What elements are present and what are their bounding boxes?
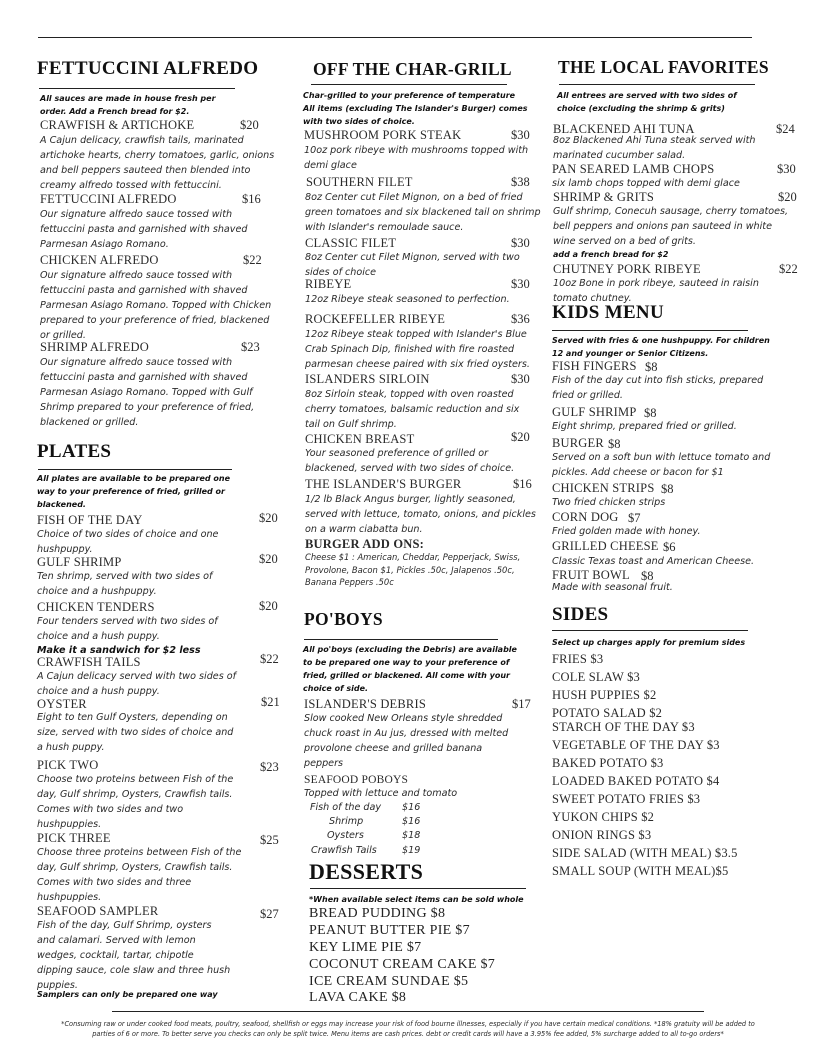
kids-item-desc: Two fried chicken strips	[552, 497, 666, 508]
menu-item-desc: Four tenders served with two sides of choice and a hush puppy.	[37, 616, 218, 642]
menu-item-desc: Fish of the day, Gulf Shrimp, oysters and calamari. Served with lemon wedges, cocktail, tartar, chipotle dipping sauce, cole slaw and three hush puppies.	[37, 920, 231, 991]
menu-item-price: $16	[513, 477, 532, 491]
menu-item-price: $30	[511, 128, 530, 142]
bottom-divider	[112, 1011, 704, 1012]
dessert-item: ICE CREAM SUNDAE $5	[309, 974, 469, 989]
menu-item-desc: Choose three proteins between Fish of the day, Gulf shrimp, Oysters, Crawfish tails. Comes with two sides and three hushpuppies.	[37, 847, 242, 903]
menu-item-desc: Choice of two sides of choice and one hushpuppy.	[37, 529, 219, 555]
menu-item-name: CRAWFISH & ARTICHOKE	[40, 118, 195, 132]
bread-note: add a french bread for $2	[553, 250, 669, 259]
poboy-option-name: Crawfish Tails	[311, 845, 377, 856]
kids-item-price: $8	[661, 482, 674, 496]
kids-item-name: CORN DOG	[552, 510, 619, 524]
menu-item-desc: Ten shrimp, served with two sides of choice and a hushpuppy.	[37, 571, 213, 597]
menu-item-price: $30	[777, 162, 796, 176]
menu-item-name: BLACKENED AHI TUNA	[553, 122, 695, 136]
menu-item-desc: 10oz pork ribeye with mushrooms topped with demi glace	[304, 145, 529, 171]
menu-item-name: SHRIMP & GRITS	[553, 190, 654, 204]
section-note: Char-grilled to your preference of temperature All items (excluding The Islander's Burger) comes with two sides of choice.	[303, 91, 528, 126]
menu-item-price: $20	[259, 552, 278, 566]
menu-item-name: CHICKEN BREAST	[305, 432, 415, 446]
section-divider	[304, 639, 498, 640]
section-divider	[559, 84, 755, 85]
menu-item-desc: A Cajun delicacy served with two sides of choice and a hush puppy.	[37, 671, 236, 697]
kids-item-name: CHICKEN STRIPS	[552, 481, 655, 495]
kids-item-desc: Served on a soft bun with lettuce tomato and pickles. Add cheese or bacon for $1	[552, 452, 771, 478]
menu-item-price: $30	[511, 372, 530, 386]
section-title: KIDS MENU	[552, 302, 664, 323]
menu-item-name: GULF SHRIMP	[37, 555, 122, 569]
menu-item-price: $21	[261, 695, 280, 709]
menu-item-desc: Our signature alfredo sauce tossed with fettuccini pasta and garnished with shaved Parmesan Asiago Romano. Topped with Gulf Shrimp prepared to your preference of fried, blackened or grilled.	[40, 357, 255, 428]
menu-item-name: PAN SEARED LAMB CHOPS	[552, 162, 715, 176]
menu-item-price: $22	[260, 652, 279, 666]
section-note: All sauces are made in house fresh per order. Add a French bread for $2.	[40, 94, 216, 116]
section-title: SIDES	[552, 604, 609, 625]
menu-item-desc: Choose two proteins between Fish of the day, Gulf shrimp, Oysters, Crawfish tails. Comes with two sides and two hushpuppies.	[37, 774, 234, 830]
sampler-note: Samplers can only be prepared one way	[37, 990, 218, 999]
top-divider	[38, 37, 752, 38]
addons-title: BURGER ADD ONS:	[305, 537, 424, 551]
menu-item-name: CHICKEN TENDERS	[37, 600, 155, 614]
menu-item-price: $30	[511, 277, 530, 291]
kids-item-price: $6	[663, 540, 676, 554]
kids-item-desc: Fish of the day cut into fish sticks, prepared fried or grilled.	[552, 375, 764, 401]
menu-item-price: $17	[512, 697, 531, 711]
poboy-option-name: Oysters	[327, 830, 364, 841]
kids-item-price: $8	[608, 437, 621, 451]
side-item: LOADED BAKED POTATO $4	[552, 774, 720, 788]
menu-item-price: $20	[511, 430, 530, 444]
menu-item-name: SEAFOOD SAMPLER	[37, 904, 159, 918]
section-note: Served with fries & one hushpuppy. For children 12 and younger or Senior Citizens.	[552, 336, 770, 358]
poboy-option-price: $16	[402, 802, 421, 813]
menu-item-name: CHICKEN ALFREDO	[40, 253, 159, 267]
menu-item-price: $20	[259, 511, 278, 525]
menu-item-name: OYSTER	[37, 697, 87, 711]
menu-item-price: $22	[779, 262, 798, 276]
seafood-poboys-title: SEAFOOD POBOYS	[304, 774, 409, 786]
menu-item-name: CHUTNEY PORK RIBEYE	[553, 262, 701, 276]
menu-item-desc: A Cajun delicacy, crawfish tails, marinated artichoke hearts, cherry tomatoes, garlic, onions and bell peppers sauteed then blended into creamy alfredo tossed with fettuccini.	[40, 135, 275, 191]
menu-item-price: $20	[259, 599, 278, 613]
section-divider	[552, 330, 748, 331]
kids-item-price: $8	[645, 360, 658, 374]
menu-item-desc: 12oz Ribeye steak seasoned to perfection.	[305, 294, 510, 305]
menu-item-desc: Eight to ten Gulf Oysters, depending on size, served with two sides of choice and a hush puppy.	[37, 712, 234, 753]
section-note: All po'boys (excluding the Debris) are available to be prepared one way to your preference of fried, grilled or blackened. All come with your choice of side.	[303, 645, 517, 693]
section-title: PLATES	[37, 441, 112, 462]
section-divider	[38, 469, 232, 470]
poboy-option-price: $16	[402, 816, 421, 827]
section-note: All entrees are served with two sides of choice (excluding the shrimp & grits)	[557, 91, 737, 113]
seafood-poboys-subtitle: Topped with lettuce and tomato	[304, 788, 458, 799]
menu-item-name: FETTUCCINI ALFREDO	[40, 192, 177, 206]
side-item: VEGETABLE OF THE DAY $3	[552, 738, 720, 752]
side-item: STARCH OF THE DAY $3	[552, 720, 695, 734]
menu-item-name: SOUTHERN FILET	[306, 175, 413, 189]
section-title: PO'BOYS	[304, 609, 383, 629]
menu-item-name: ISLANDERS SIRLOIN	[305, 372, 430, 386]
menu-item-desc: 10oz Bone in pork ribeye, sauteed in raisin tomato chutney.	[553, 278, 759, 304]
menu-item-desc: 1/2 lb Black Angus burger, lightly seasoned, served with lettuce, tomato, onions, and pickles on a warm ciabatta bun.	[305, 494, 536, 535]
dessert-item: KEY LIME PIE $7	[309, 940, 422, 955]
menu-item-name: ROCKEFELLER RIBEYE	[305, 312, 446, 326]
sandwich-note: Make it a sandwich for $2 less	[37, 645, 201, 656]
menu-item-desc: 8oz Center cut Filet Mignon, on a bed of fried green tomatoes and six blackened tail on shrimp with Islander's remoulade sauce.	[305, 192, 541, 233]
menu-item-desc: 8oz Blackened Ahi Tuna steak served with marinated cucumber salad.	[553, 135, 756, 161]
menu-item-name: PICK TWO	[37, 758, 99, 772]
kids-item-name: FRUIT BOWL	[552, 568, 630, 582]
menu-item-name: FISH OF THE DAY	[37, 513, 143, 527]
side-item: FRIES $3	[552, 652, 604, 666]
kids-item-name: FISH FINGERS	[552, 359, 637, 373]
section-note: Select up charges apply for premium sides	[552, 638, 746, 647]
menu-item-price: $25	[260, 833, 279, 847]
dessert-item: BREAD PUDDING $8	[309, 906, 446, 921]
section-title: THE LOCAL FAVORITES	[558, 57, 769, 77]
side-item: SIDE SALAD (WITH MEAL) $3.5	[552, 846, 738, 860]
menu-item-price: $24	[776, 122, 795, 136]
side-item: BAKED POTATO $3	[552, 756, 664, 770]
section-note: *When available select items can be sold whole	[309, 895, 524, 904]
poboy-option-name: Shrimp	[329, 816, 364, 827]
section-divider	[310, 888, 526, 889]
side-item: YUKON CHIPS $2	[552, 810, 655, 824]
kids-item-name: BURGER	[552, 436, 604, 450]
menu-item-desc: Slow cooked New Orleans style shredded chuck roast in Au jus, dressed with melted provolone cheese and grilled banana peppers	[304, 713, 509, 769]
menu-item-name: CLASSIC FILET	[305, 236, 397, 250]
menu-item-name: ISLANDER'S DEBRIS	[304, 697, 426, 711]
section-title: OFF THE CHAR-GRILL	[313, 59, 512, 79]
menu-item-desc: Our signature alfredo sauce tossed with fettuccini pasta and garnished with shaved Parmesan Asiago Romano. Topped with Chicken prepared to your preference of fried, blackened or grilled.	[40, 270, 272, 341]
menu-item-price: $20	[240, 118, 259, 132]
poboy-option-name: Fish of the day	[310, 802, 382, 813]
menu-item-name: CRAWFISH TAILS	[37, 655, 141, 669]
section-divider	[552, 630, 748, 631]
kids-item-price: $8	[644, 406, 657, 420]
section-note: All plates are available to be prepared one way to your preference of fried, grilled or blackened.	[37, 474, 231, 509]
menu-item-price: $22	[243, 253, 262, 267]
section-divider	[39, 88, 235, 89]
section-title: FETTUCCINI ALFREDO	[37, 58, 259, 79]
side-item: HUSH PUPPIES $2	[552, 688, 657, 702]
menu-item-price: $23	[260, 760, 279, 774]
menu-item-desc: 12oz Ribeye steak topped with Islander's Blue Crab Spinach Dip, finished with fire roasted parmesan cheese paired with six fried oysters.	[305, 329, 530, 370]
side-item: COLE SLAW $3	[552, 670, 640, 684]
menu-item-name: SHRIMP ALFREDO	[40, 340, 149, 354]
footer-line-1: *Consuming raw or under cooked food meats, poultry, seafood, shellfish or eggs may increase your risk of food bourne illnesses, especially if you have certain medical conditions. *18% gratuity will be added to	[61, 1020, 755, 1028]
menu-item-price: $16	[242, 192, 261, 206]
menu-item-name: THE ISLANDER'S BURGER	[305, 477, 462, 491]
menu-item-desc: Gulf shrimp, Conecuh sausage, cherry tomatoes, bell peppers and onions pan sauteed in white wine served on a bed of grits.	[553, 206, 789, 247]
dessert-item: LAVA CAKE $8	[309, 990, 407, 1005]
menu-item-desc: 8oz Sirloin steak, topped with oven roasted cherry tomatoes, balsamic reduction and six tail on Gulf shrimp.	[305, 389, 520, 430]
kids-item-name: GULF SHRIMP	[552, 405, 637, 419]
poboy-option-price: $18	[402, 830, 421, 841]
menu-item-price: $23	[241, 340, 260, 354]
menu-item-price: $36	[511, 312, 530, 326]
footer-disclaimer	[20, 1019, 796, 1039]
menu-item-price: $27	[260, 907, 279, 921]
menu-item-name: RIBEYE	[305, 277, 352, 291]
poboy-option-price: $19	[402, 845, 421, 856]
menu-item-desc: 8oz Center cut Filet Mignon, served with two sides of choice	[305, 252, 520, 278]
dessert-item: COCONUT CREAM CAKE $7	[309, 957, 496, 972]
menu-item-desc: Our signature alfredo sauce tossed with fettuccini pasta and garnished with shaved Parmesan Asiago Romano.	[40, 209, 248, 250]
addons-text: Cheese $1 : American, Cheddar, Pepperjack, Swiss, Provolone, Bacon $1, Pickles .50c, Jalapenos .50c, Banana Peppers .50c	[305, 552, 521, 587]
kids-item-price: $7	[628, 511, 641, 525]
kids-item-desc: Classic Texas toast and American Cheese.	[552, 556, 755, 567]
menu-item-name: MUSHROOM PORK STEAK	[304, 128, 462, 142]
kids-item-price: $8	[641, 569, 654, 583]
section-title: DESSERTS	[309, 859, 424, 884]
side-item: POTATO SALAD $2	[552, 706, 663, 720]
kids-item-desc: Eight shrimp, prepared fried or grilled.	[552, 421, 737, 432]
kids-item-desc: Fried golden made with honey.	[552, 526, 701, 537]
menu-item-name: PICK THREE	[37, 831, 111, 845]
side-item: ONION RINGS $3	[552, 828, 652, 842]
section-divider	[311, 84, 507, 85]
side-item: SMALL SOUP (WITH MEAL)$5	[552, 864, 729, 878]
menu-item-price: $20	[778, 190, 797, 204]
kids-item-desc: Made with seasonal fruit.	[552, 582, 673, 593]
menu-item-desc: Your seasoned preference of grilled or blackened, served with two sides of choice.	[305, 448, 515, 474]
dessert-item: PEANUT BUTTER PIE $7	[309, 923, 470, 938]
kids-item-name: GRILLED CHEESE	[552, 539, 659, 553]
menu-item-desc: six lamb chops topped with demi glace	[552, 178, 740, 189]
menu-item-price: $38	[511, 175, 530, 189]
side-item: SWEET POTATO FRIES $3	[552, 792, 701, 806]
footer-line-2: parties of 6 or more. To better serve you checks can only be split twice. Menu items are cash prices. debt or credit cards will have a 3.95% fee added, 5% surcharge added to all to-go orders*	[92, 1030, 724, 1038]
menu-item-price: $30	[511, 236, 530, 250]
